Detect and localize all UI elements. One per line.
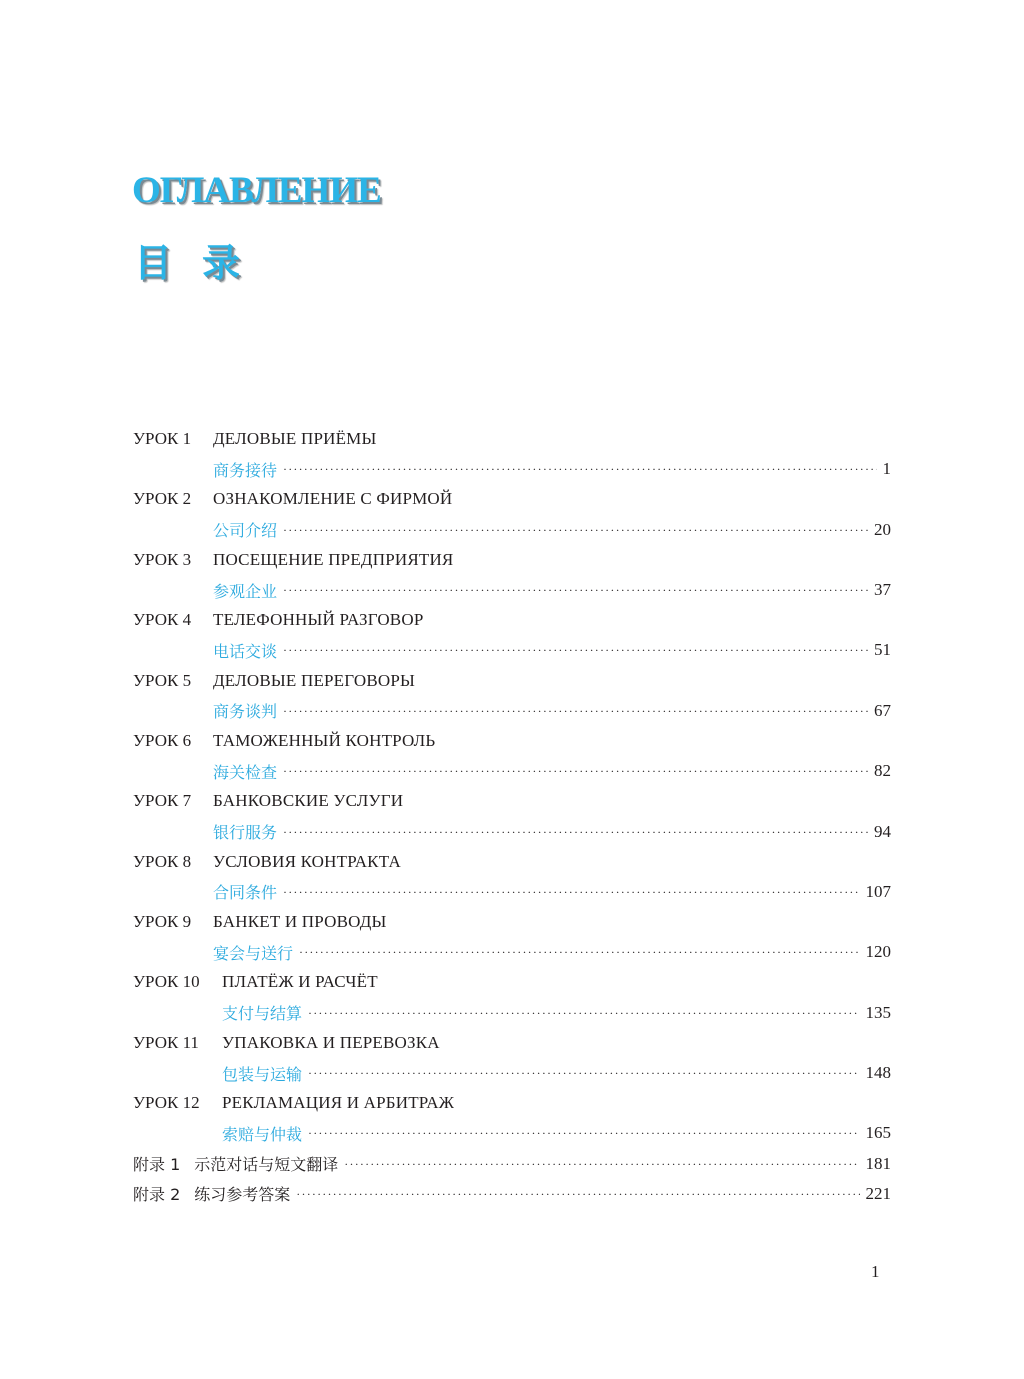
toc-appendix-2[interactable] xyxy=(133,1179,891,1209)
dot-leader xyxy=(283,584,868,596)
lesson-page-number: 165 xyxy=(865,1123,891,1143)
lesson-label: УРОК 6 xyxy=(133,730,192,750)
toc-lesson-10-header xyxy=(133,967,891,997)
toc-lesson-11-entry[interactable] xyxy=(133,1058,891,1088)
lesson-title-zh[interactable]: 海关检查 xyxy=(213,762,278,782)
lesson-title-ru: ТАМОЖЕННЫЙ КОНТРОЛЬ xyxy=(213,730,436,750)
dot-leader xyxy=(283,826,868,838)
dot-leader xyxy=(299,946,859,958)
title-russian: ОГЛАВЛЕНИЕ xyxy=(132,170,381,211)
lesson-title-ru: УПАКОВКА И ПЕРЕВОЗКА xyxy=(222,1032,440,1052)
lesson-title-ru: ДЕЛОВЫЕ ПРИЁМЫ xyxy=(213,429,377,449)
lesson-page-number: 135 xyxy=(865,1002,891,1022)
toc-lesson-9-header xyxy=(133,907,891,937)
lesson-title-ru: БАНКЕТ И ПРОВОДЫ xyxy=(213,912,387,932)
lesson-label: УРОК 9 xyxy=(133,912,192,932)
lesson-label: УРОК 5 xyxy=(133,670,192,690)
toc-lesson-6-entry[interactable] xyxy=(133,756,891,786)
dot-leader xyxy=(283,886,859,898)
dot-leader xyxy=(308,1127,859,1139)
lesson-page-number: 37 xyxy=(874,580,891,600)
toc-lesson-3-entry[interactable] xyxy=(133,575,891,605)
lesson-title-ru: ТЕЛЕФОННЫЙ РАЗГОВОР xyxy=(213,610,424,630)
appendix-label: 附录 1 xyxy=(133,1155,181,1175)
toc-lesson-4-entry[interactable] xyxy=(133,635,891,665)
toc-lesson-4-header xyxy=(133,605,891,635)
lesson-title-ru: ОЗНАКОМЛЕНИЕ С ФИРМОЙ xyxy=(213,489,453,509)
appendix-page-number: 181 xyxy=(865,1153,891,1173)
lesson-label: УРОК 3 xyxy=(133,549,192,569)
dot-leader xyxy=(283,765,868,777)
appendix-label: 附录 2 xyxy=(133,1185,181,1205)
toc-lesson-12-header xyxy=(133,1088,891,1118)
page-number: 1 xyxy=(871,1262,880,1281)
lesson-title-zh[interactable]: 参观企业 xyxy=(213,581,278,601)
appendix-title[interactable]: 示范对话与短文翻译 xyxy=(194,1155,339,1175)
lesson-title-zh[interactable]: 电话交谈 xyxy=(213,641,278,661)
lesson-title-zh[interactable]: 公司介绍 xyxy=(213,521,278,541)
lesson-page-number: 1 xyxy=(882,459,891,479)
table-of-contents xyxy=(133,424,891,1209)
lesson-title-ru: УСЛОВИЯ КОНТРАКТА xyxy=(213,851,401,871)
toc-lesson-3-header xyxy=(133,545,891,575)
lesson-title-zh[interactable]: 合同条件 xyxy=(213,883,278,903)
toc-lesson-1-entry[interactable] xyxy=(133,454,891,484)
lesson-label: УРОК 10 xyxy=(133,972,200,992)
dot-leader xyxy=(296,1188,859,1200)
lesson-page-number: 67 xyxy=(874,700,891,720)
lesson-label: УРОК 12 xyxy=(133,1093,200,1113)
lesson-page-number: 51 xyxy=(874,640,891,660)
toc-lesson-2-entry[interactable] xyxy=(133,515,891,545)
lesson-title-ru: ПЛАТЁЖ И РАСЧЁТ xyxy=(222,972,378,992)
appendix-page-number: 221 xyxy=(865,1183,891,1203)
toc-lesson-8-header xyxy=(133,847,891,877)
lesson-label: УРОК 7 xyxy=(133,791,192,811)
toc-lesson-8-entry[interactable] xyxy=(133,877,891,907)
toc-lesson-10-entry[interactable] xyxy=(133,998,891,1028)
dot-leader xyxy=(283,644,868,656)
toc-lesson-11-header xyxy=(133,1028,891,1058)
lesson-title-zh[interactable]: 商务谈判 xyxy=(213,702,278,722)
lesson-title-ru: ПОСЕЩЕНИЕ ПРЕДПРИЯТИЯ xyxy=(213,549,454,569)
lesson-title-zh[interactable]: 索赔与仲裁 xyxy=(222,1124,303,1144)
lesson-title-ru: РЕКЛАМАЦИЯ И АРБИТРАЖ xyxy=(222,1093,455,1113)
toc-lesson-5-entry[interactable] xyxy=(133,696,891,726)
lesson-page-number: 20 xyxy=(874,519,891,539)
lesson-title-ru: БАНКОВСКИЕ УСЛУГИ xyxy=(213,791,404,811)
dot-leader xyxy=(283,524,868,536)
lesson-page-number: 107 xyxy=(865,881,891,901)
toc-lesson-1-header xyxy=(133,424,891,454)
toc-lesson-7-header xyxy=(133,786,891,816)
appendix-title[interactable]: 练习参考答案 xyxy=(194,1185,291,1205)
dot-leader xyxy=(308,1007,859,1019)
lesson-label: УРОК 11 xyxy=(133,1032,199,1052)
lesson-page-number: 94 xyxy=(874,821,891,841)
lesson-label: УРОК 8 xyxy=(133,851,192,871)
lesson-title-zh[interactable]: 银行服务 xyxy=(213,823,278,843)
lesson-page-number: 82 xyxy=(874,761,891,781)
lesson-title-zh[interactable]: 商务接待 xyxy=(213,460,278,480)
lesson-label: УРОК 4 xyxy=(133,610,192,630)
lesson-page-number: 148 xyxy=(865,1063,891,1083)
lesson-title-zh[interactable]: 支付与结算 xyxy=(222,1004,303,1024)
lesson-label: УРОК 2 xyxy=(133,489,192,509)
toc-appendix-1[interactable] xyxy=(133,1149,891,1179)
title-chinese: 目录 xyxy=(134,241,271,285)
lesson-title-ru: ДЕЛОВЫЕ ПЕРЕГОВОРЫ xyxy=(213,670,416,690)
toc-lesson-6-header xyxy=(133,726,891,756)
lesson-page-number: 120 xyxy=(865,942,891,962)
toc-lesson-2-header xyxy=(133,484,891,514)
dot-leader xyxy=(308,1067,859,1079)
dot-leader xyxy=(283,463,876,475)
lesson-label: УРОК 1 xyxy=(133,429,192,449)
lesson-title-zh[interactable]: 包装与运输 xyxy=(222,1064,303,1084)
toc-lesson-7-entry[interactable] xyxy=(133,816,891,846)
toc-lesson-12-entry[interactable] xyxy=(133,1118,891,1148)
dot-leader xyxy=(283,705,868,717)
toc-lesson-5-header xyxy=(133,666,891,696)
toc-lesson-9-entry[interactable] xyxy=(133,937,891,967)
lesson-title-zh[interactable]: 宴会与送行 xyxy=(213,943,294,963)
dot-leader xyxy=(344,1158,859,1170)
